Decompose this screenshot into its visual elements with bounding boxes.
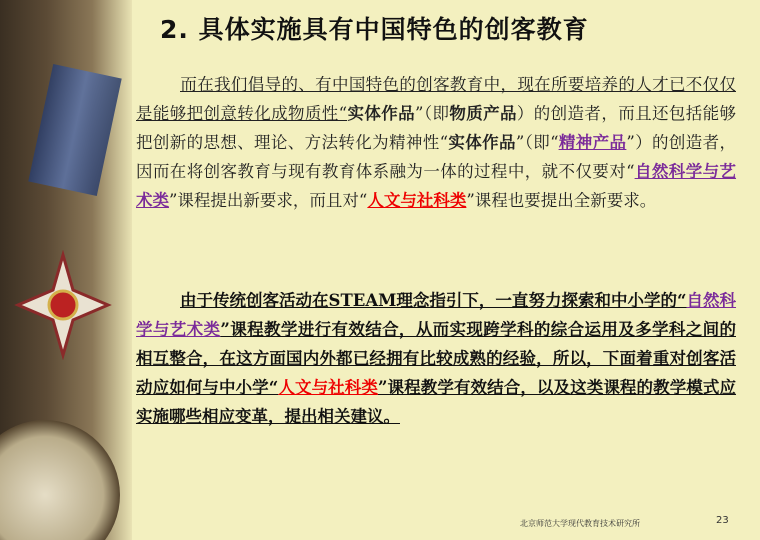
page-number: 23 [716, 515, 729, 526]
footer-institution: 北京师范大学现代教育技术研究所 [520, 519, 640, 528]
decorative-photo-strip [0, 0, 132, 540]
compass-image [0, 420, 120, 540]
paragraph-1: 而在我们倡导的、有中国特色的创客教育中，现在所要培养的人才已不仅仅是能够把创意转化成物质性“实体作品”（即物质产品）的创造者，而且还包括能够把创新的思想、理论、方法转化为精神性“实体作品”（即“精神产品”）的创造者，因而在将创客教育与现有教育体系融为一体的过程中，就不仅要对“自然科学与艺术类”课程提出新要求，而且对“人文与社科类”课程也要提出全新要求。 [136, 75, 737, 210]
paragraph-2: 由于传统创客活动在STEAM理念指引下，一直努力探索和中小学的“自然科学与艺术类”课程教学进行有效结合，从而实现跨学科的综合运用及多学科之间的相互整合，在这方面国内外都已经拥有比较成熟的经验，所以，下面着重对创客活动应如何与中小学“人文与社科类”课程教学有效结合，以及这类课程的教学模式应实施哪些相应变革，提出相关建议。 [136, 291, 737, 426]
medal-cross-icon [8, 250, 118, 360]
medal-ribbon [28, 64, 121, 196]
slide-title: 2. 具体实施具有中国特色的创客教育 [160, 15, 589, 44]
